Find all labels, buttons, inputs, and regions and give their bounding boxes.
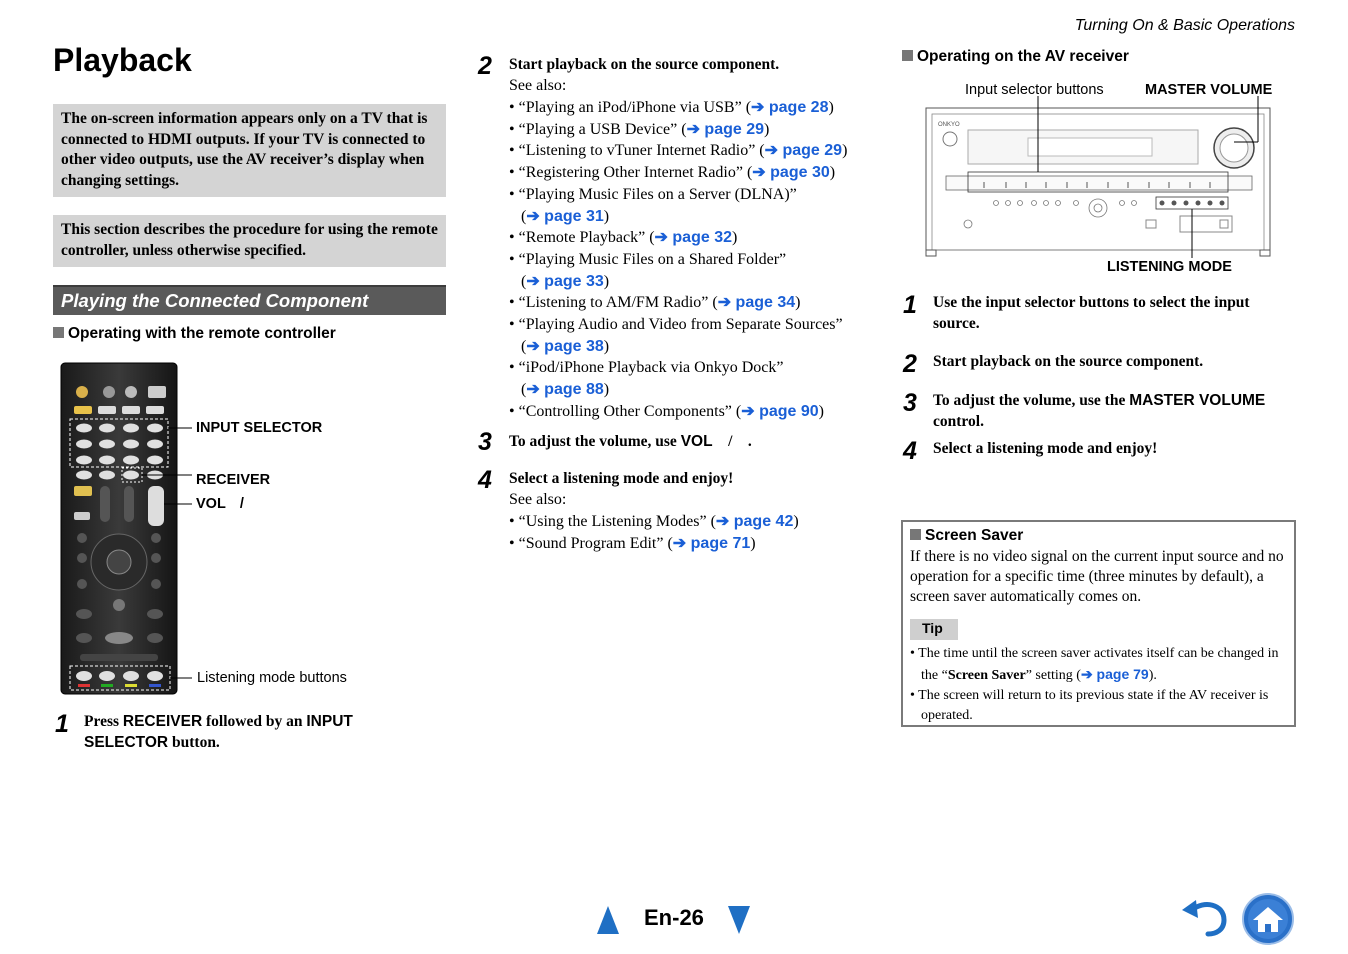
screen-saver-title-text: Screen Saver bbox=[925, 527, 1024, 544]
page-link[interactable]: ➔ page 29 bbox=[764, 142, 843, 160]
page-link[interactable]: ➔ page 42 bbox=[715, 513, 794, 530]
step-4-reference-list bbox=[509, 511, 869, 554]
callout-listening-mode-buttons: Listening mode buttons bbox=[197, 670, 347, 686]
reference-item[interactable]: • “Listening to vTuner Internet Radio” (➔ page 29) bbox=[509, 142, 848, 160]
step-3-pre: To adjust the volume, use bbox=[509, 433, 681, 450]
reference-item[interactable]: • “Listening to AM/FM Radio” (➔ page 34) bbox=[509, 294, 801, 312]
step-4-see-also: See also: bbox=[509, 491, 567, 508]
notice-remote: This section describes the procedure for using the remote controller, unless otherwise specified. bbox=[53, 215, 446, 267]
callout-receiver: RECEIVER bbox=[196, 472, 271, 488]
page-link[interactable]: ➔ page 88 bbox=[526, 381, 604, 399]
tip-list bbox=[910, 644, 1288, 726]
callout-vol bbox=[196, 496, 244, 512]
av-step-number-4: 4 bbox=[903, 437, 917, 465]
step-3-text bbox=[509, 431, 752, 452]
av-step-3-post: control. bbox=[933, 413, 984, 430]
step-3-post: / . bbox=[712, 433, 752, 450]
av-step-1-text: Use the input selector buttons to select the input source. bbox=[933, 294, 1250, 332]
page-link[interactable]: ➔ page 29 bbox=[686, 120, 764, 138]
reference-item[interactable]: • “iPod/iPhone Playback via Onkyo Dock” (➔ page 88) bbox=[509, 359, 784, 399]
callout-vol-sep: / bbox=[239, 496, 244, 512]
next-page-arrow-icon[interactable] bbox=[727, 905, 751, 935]
av-step-3-kw-master-volume: MASTER VOLUME bbox=[1129, 392, 1266, 409]
reference-item[interactable]: • “Using the Listening Modes” (➔ page 42) bbox=[509, 513, 799, 530]
reference-item[interactable]: • “Playing Audio and Video from Separate Sources” (➔ page 38) bbox=[509, 316, 843, 355]
callout-input-selector: INPUT SELECTOR bbox=[196, 420, 323, 436]
screen-saver-title bbox=[910, 527, 1287, 545]
av-step-number-1: 1 bbox=[903, 291, 917, 319]
page-link[interactable]: ➔ page 31 bbox=[526, 207, 604, 225]
step-1-text bbox=[84, 711, 404, 753]
step-number-2: 2 bbox=[478, 52, 492, 80]
av-receiver-subhead-text: Operating on the AV receiver bbox=[917, 48, 1129, 65]
screen-saver-box bbox=[901, 520, 1296, 727]
square-bullet-icon bbox=[53, 327, 64, 338]
page-link[interactable]: ➔ page 28 bbox=[751, 99, 829, 116]
reference-item[interactable]: • “Playing a USB Device” (➔ page 29) bbox=[509, 120, 770, 138]
reference-item[interactable]: • “Playing an iPod/iPhone via USB” (➔ page 28) bbox=[509, 99, 834, 116]
page-number: En-26 bbox=[644, 905, 704, 930]
square-bullet-icon bbox=[910, 529, 921, 540]
callout-master-volume: MASTER VOLUME bbox=[1145, 82, 1273, 98]
av-step-3-text bbox=[933, 390, 1298, 432]
callout-listening-mode: LISTENING MODE bbox=[1107, 259, 1232, 275]
remote-subhead bbox=[53, 325, 336, 343]
step-1-pre: Press bbox=[84, 713, 123, 730]
home-icon[interactable] bbox=[1241, 892, 1295, 946]
page-link[interactable]: ➔ page 38 bbox=[526, 337, 604, 355]
reference-item[interactable]: • “Playing Music Files on a Shared Folder” (➔ page 33) bbox=[509, 250, 787, 290]
callout-vol-label: VOL bbox=[196, 496, 226, 512]
reference-item[interactable]: • “Remote Playback” (➔ page 32) bbox=[509, 229, 738, 247]
tip-item: • The screen will return to its previous state if the AV receiver is operated. bbox=[910, 688, 1269, 723]
step-number-4: 4 bbox=[478, 466, 492, 494]
brand-logo: ONKYO bbox=[938, 122, 960, 128]
reference-item[interactable]: • “Sound Program Edit” (➔ page 71) bbox=[509, 534, 756, 552]
av-receiver-subhead bbox=[902, 48, 1129, 66]
square-bullet-icon bbox=[902, 50, 913, 61]
step-1-kw-input-selector: INPUT SELECTOR bbox=[84, 713, 353, 751]
step-number-3: 3 bbox=[478, 428, 492, 456]
av-receiver-front-panel-illustration bbox=[924, 96, 1274, 258]
step-2-see-also: See also: bbox=[509, 77, 567, 94]
step-1-post: button. bbox=[168, 734, 220, 751]
screen-saver-body: If there is no video signal on the current input source and no operation for a specific time (three minutes by default), a screen saver automatically comes on. bbox=[910, 548, 1284, 605]
back-return-icon[interactable] bbox=[1180, 896, 1230, 938]
step-number-1: 1 bbox=[55, 710, 69, 738]
av-step-number-2: 2 bbox=[903, 350, 917, 378]
reference-item[interactable]: • “Playing Music Files on a Server (DLNA)” (➔ page 31) bbox=[509, 185, 797, 225]
step-2-title: Start playback on the source component. bbox=[509, 56, 780, 73]
notice-hdmi: The on-screen information appears only on a TV that is connected to HDMI outputs. If your TV is connected to other video outputs, use the AV receiver’s display when changing settings. bbox=[53, 104, 446, 197]
tip-item: • The time until the screen saver activates itself can be changed in the “Screen Saver” setting (➔ page 79). bbox=[910, 646, 1279, 683]
av-step-4-text: Select a listening mode and enjoy! bbox=[933, 440, 1158, 457]
step-3-kw-vol: VOL bbox=[680, 433, 713, 450]
page-link[interactable]: ➔ page 71 bbox=[672, 534, 751, 552]
callout-input-selector-buttons: Input selector buttons bbox=[965, 82, 1104, 98]
step-1-mid: followed by an bbox=[202, 713, 307, 730]
page-link[interactable]: ➔ page 30 bbox=[752, 164, 830, 182]
remote-subhead-text: Operating with the remote controller bbox=[68, 325, 336, 342]
remote-controller-illustration bbox=[60, 362, 192, 696]
step-2-reference-list bbox=[509, 97, 869, 423]
tip-label: Tip bbox=[910, 619, 958, 640]
previous-page-arrow-icon[interactable] bbox=[596, 905, 620, 935]
step-1-kw-receiver: RECEIVER bbox=[122, 713, 203, 730]
reference-item[interactable]: • “Registering Other Internet Radio” (➔ page 30) bbox=[509, 164, 836, 182]
reference-item[interactable]: • “Controlling Other Components” (➔ page 90) bbox=[509, 402, 824, 420]
av-step-2-text: Start playback on the source component. bbox=[933, 353, 1204, 370]
page-link[interactable]: ➔ page 32 bbox=[654, 229, 732, 247]
page-link[interactable]: ➔ page 79 bbox=[1080, 666, 1149, 682]
page-link[interactable]: ➔ page 90 bbox=[741, 402, 819, 420]
av-step-3-pre: To adjust the volume, use the bbox=[933, 392, 1130, 409]
av-step-number-3: 3 bbox=[903, 389, 917, 417]
page-title: Playback bbox=[53, 42, 192, 78]
page-link[interactable]: ➔ page 33 bbox=[526, 272, 604, 290]
page-link[interactable]: ➔ page 34 bbox=[717, 294, 796, 312]
running-head: Turning On & Basic Operations bbox=[1074, 17, 1295, 34]
section-header: Playing the Connected Component bbox=[53, 285, 446, 315]
step-4-title: Select a listening mode and enjoy! bbox=[509, 470, 734, 487]
